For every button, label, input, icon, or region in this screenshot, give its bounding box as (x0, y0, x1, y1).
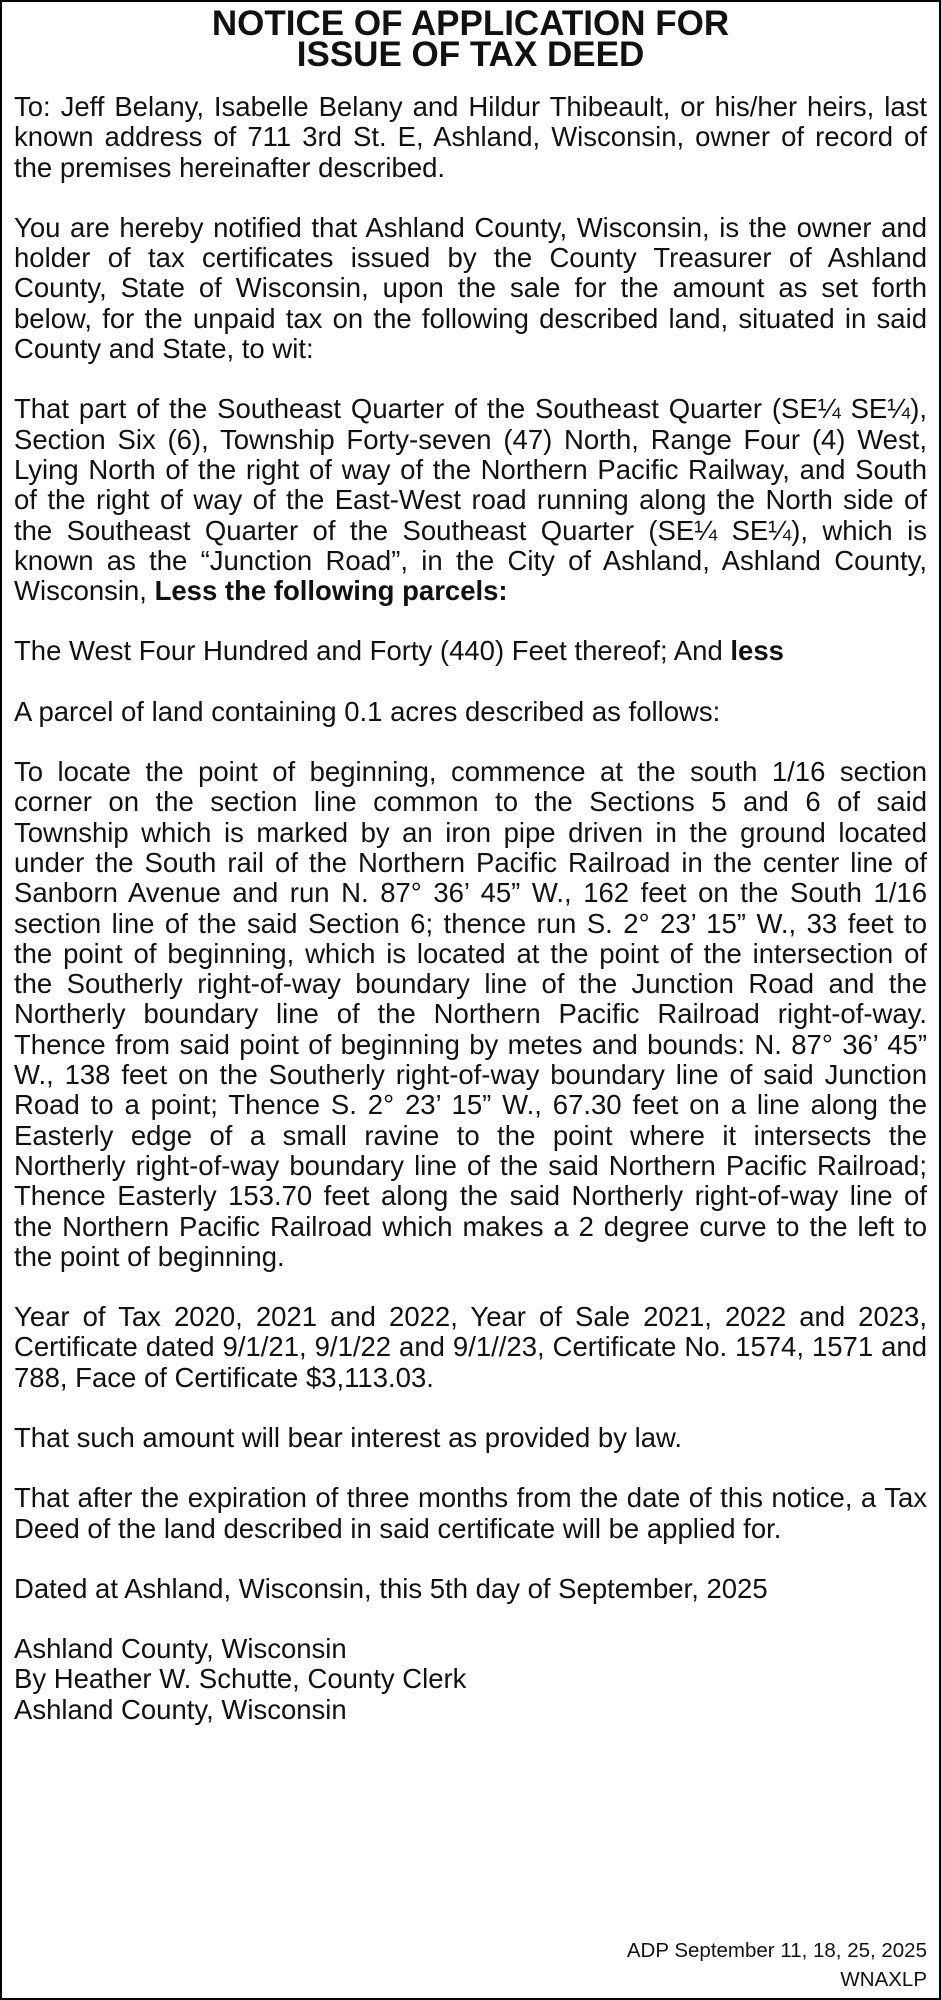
title-line-2: ISSUE OF TAX DEED (296, 35, 645, 74)
signature-block (14, 1634, 927, 1725)
publication-footer (627, 1936, 927, 1994)
legal-description-paragraph (14, 394, 927, 606)
west-exception-text: The West Four Hundred and Forty (440) Feet thereof; And (14, 635, 731, 667)
tax-details-paragraph: Year of Tax 2020, 2021 and 2022, Year of Sale 2021, 2022 and 2023, Certificate dated 9/1/21, 9/1/22 and 9/1//23, Certificate No. 1574, 1571 and 788, Face of Certificate $3,113.03. (14, 1301, 927, 1393)
dated-paragraph: Dated at Ashland, Wisconsin, this 5th day of September, 2025 (14, 1572, 768, 1604)
signature-line-1: Ashland County, Wisconsin (14, 1633, 347, 1665)
expiration-paragraph: That after the expiration of three months from the date of this notice, a Tax Deed of the land described in said certificate will be applied for. (14, 1482, 927, 1544)
title-line-1: NOTICE OF APPLICATION FOR (211, 4, 730, 43)
signature-line-2: By Heather W. Schutte, County Clerk (14, 1663, 467, 1695)
signature-line-3: Ashland County, Wisconsin (14, 1693, 347, 1725)
publication-dates: ADP September 11, 18, 25, 2025 (626, 1939, 927, 1962)
publication-code: WNAXLP (840, 1968, 927, 1991)
notification-paragraph: You are hereby notified that Ashland County, Wisconsin, is the owner and holder of tax certificates issued by the County Treasurer of Ashland County, State of Wisconsin, upon the sale for the amount as set forth below, for the unpaid tax on the following described land, situated in said County and State, to wit: (14, 211, 927, 365)
legal-description-text: That part of the Southeast Quarter of the Southeast Quarter (SE¼ SE¼), Section Six (6), Township Forty-seven (47) North, Range Four (4) West, Lying North of the right of way of the Northern Pacific Railway, and South of the right of way of the East-West road running along the North side of the Southeast Quarter of the Southeast Quarter (SE¼ SE¼), which is known as the “Junction Road”, in the City of Ashland, Ashland County, Wisconsin, (14, 393, 927, 607)
metes-bounds-paragraph: To locate the point of beginning, commence at the south 1/16 section corner on the section line common to the Sections 5 and 6 of said Township which is marked by an iron pipe driven in the ground located under the South rail of the Northern Pacific Railroad in the center line of Sanborn Avenue and run N. 87° 36’ 45” W., 162 feet on the South 1/16 section line of the said Section 6; thence run S. 2° 23’ 15” W., 33 feet to the point of beginning, which is located at the point of the intersection of the Southerly right-of-way boundary line of the Junction Road and the Northerly boundary line of the Northern Pacific Railroad right-of-way. Thence from said point of beginning by metes and bounds: N. 87° 36’ 45” W., 138 feet on the Southerly right-of-way boundary line of said Junction Road to a point; Thence S. 2° 23’ 15” W., 67.30 feet on a line along the Easterly edge of a small ravine to the point where it intersects the Northerly right-of-way boundary line of the said Northern Pacific Railroad; Thence Easterly 153.70 feet along the said Northerly right-of-way line of the Northern Pacific Railroad which makes a 2 degree curve to the left to the point of beginning. (14, 756, 927, 1272)
west-exception-bold: less (730, 635, 784, 667)
legal-description-bold: Less the following parcels: (154, 575, 508, 607)
west-exception-paragraph (14, 636, 927, 666)
interest-paragraph: That such amount will bear interest as provided by law. (14, 1421, 682, 1453)
notice-title (14, 4, 927, 74)
parcel-intro-paragraph: A parcel of land containing 0.1 acres described as follows: (14, 695, 721, 727)
addressee-paragraph: To: Jeff Belany, Isabelle Belany and Hildur Thibeault, or his/her heirs, last known address of 711 3rd St. E, Ashland, Wisconsin, owner of record of the premises hereinafter described. (14, 91, 927, 183)
